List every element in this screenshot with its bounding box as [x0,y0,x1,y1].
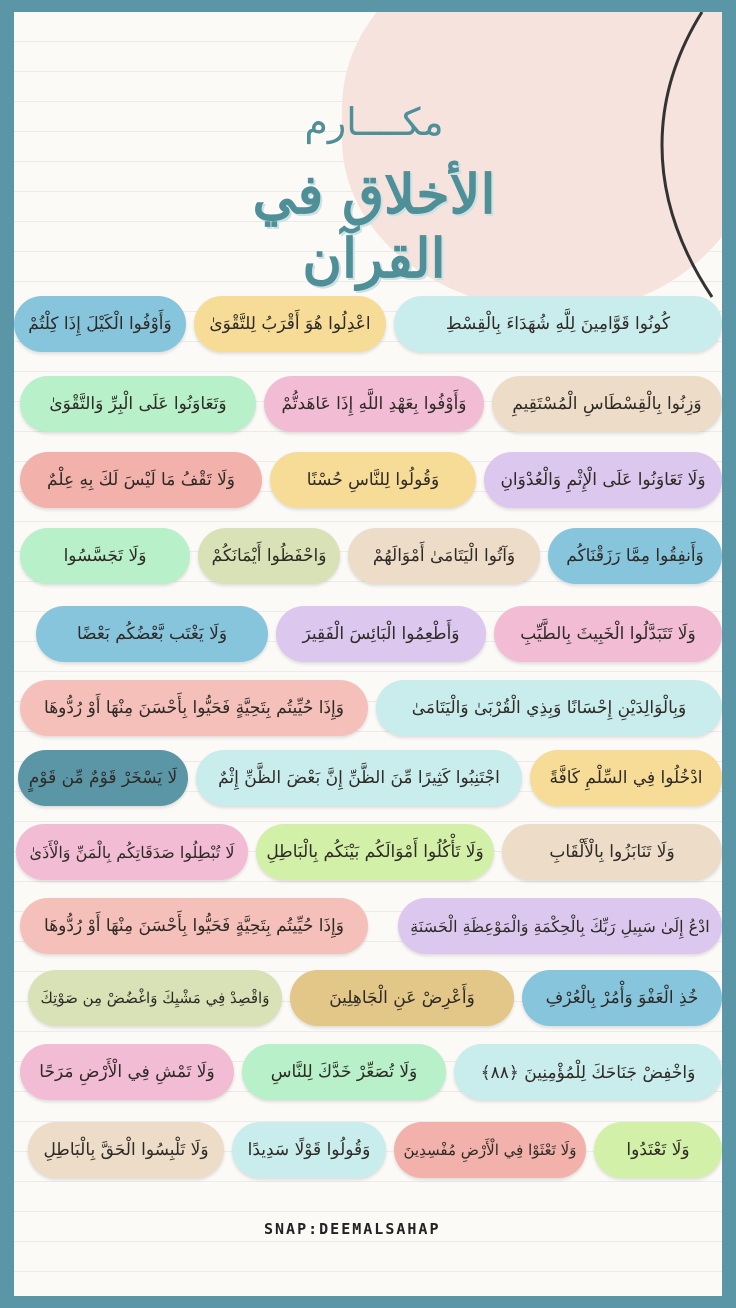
verse-pill: وَلَا تُصَعِّرْ خَدَّكَ لِلنَّاسِ [242,1044,446,1100]
verse-pill: وَلَا تَمْشِ فِي الْأَرْضِ مَرَحًا [20,1044,234,1100]
watermark-text: SNAP:DEEMALSAHAP [264,1220,441,1238]
verse-pill: وَلَا يَغْتَب بَّعْضُكُم بَعْضًا [36,606,268,662]
verse-pill: وَلَا تَتَبَدَّلُوا الْخَبِيثَ بِالطَّيِّبِ [494,606,722,662]
verse-pill: وَأَنفِقُوا مِمَّا رَزَقْنَاكُم [548,528,722,584]
verse-pill: وَآتُوا الْيَتَامَىٰ أَمْوَالَهُمْ [348,528,540,584]
verse-pill: ادْخُلُوا فِي السِّلْمِ كَافَّةً [530,750,722,806]
verse-pill: وَلَا تَعَاوَنُوا عَلَى الْإِثْمِ وَالْعُدْوَانِ [484,452,722,508]
verse-pill: وَإِذَا حُيِّيتُم بِتَحِيَّةٍ فَحَيُّوا بِأَحْسَنَ مِنْهَا أَوْ رُدُّوهَا [20,898,368,954]
verse-pill: وَقُولُوا لِلنَّاسِ حُسْنًا [270,452,476,508]
verse-pill: وَأَعْرِضْ عَنِ الْجَاهِلِينَ [290,970,514,1026]
verse-pill: اجْتَنِبُوا كَثِيرًا مِّنَ الظَّنِّ إِنَّ بَعْضَ الظَّنِّ إِثْمٌ [196,750,522,806]
verse-pill: وَلَا تَجَسَّسُوا [20,528,190,584]
verse-pill: وَلَا تَقْفُ مَا لَيْسَ لَكَ بِهِ عِلْمٌ [20,452,262,508]
verse-pill: وَلَا تَلْبِسُوا الْحَقَّ بِالْبَاطِلِ [28,1122,224,1178]
verse-pill: وَاخْفِضْ جَنَاحَكَ لِلْمُؤْمِنِينَ ﴿٨٨﴾ [454,1044,722,1100]
verse-pill: وَلَا تَأْكُلُوا أَمْوَالَكُم بَيْنَكُم بِالْبَاطِلِ [256,824,494,880]
poster-card [14,12,722,1296]
verse-pill: لَا يَسْخَرْ قَوْمٌ مِّن قَوْمٍ [18,750,188,806]
verse-pill: وَأَوْفُوا الْكَيْلَ إِذَا كِلْتُمْ [14,296,186,352]
verse-pill: وَتَعَاوَنُوا عَلَى الْبِرِّ وَالتَّقْوَىٰ [20,376,256,432]
verse-pill: وَلَا تَعْثَوْا فِي الْأَرْضِ مُفْسِدِينَ [394,1122,586,1178]
title-line-2: الأخلاق في القرآن [252,162,496,290]
verse-pill: وَزِنُوا بِالْقِسْطَاسِ الْمُسْتَقِيمِ [492,376,722,432]
title-line-1: مكــــارم [304,100,444,144]
curve-line-decoration [642,12,722,302]
verse-pill: خُذِ الْعَفْوَ وَأْمُرْ بِالْعُرْفِ [522,970,722,1026]
verse-pill: ادْعُ إِلَىٰ سَبِيلِ رَبِّكَ بِالْحِكْمَةِ وَالْمَوْعِظَةِ الْحَسَنَةِ [398,898,722,954]
verse-pill: وَاقْصِدْ فِي مَشْيِكَ وَاغْضُضْ مِن صَوْتِكَ [28,970,282,1026]
verse-pill: كُونُوا قَوَّامِينَ لِلَّهِ شُهَدَاءَ بِالْقِسْطِ [394,296,722,352]
verse-pill: اعْدِلُوا هُوَ أَقْرَبُ لِلتَّقْوَىٰ [194,296,386,352]
verse-pill: وَأَوْفُوا بِعَهْدِ اللَّهِ إِذَا عَاهَدتُّمْ [264,376,484,432]
verse-pill: لَا تُبْطِلُوا صَدَقَاتِكُم بِالْمَنِّ وَالْأَذَىٰ [16,824,248,880]
verse-pill: وَلَا تَنَابَزُوا بِالْأَلْقَابِ [502,824,722,880]
verse-pill: وَلَا تَعْتَدُوا [594,1122,722,1178]
verse-pill: وَأَطْعِمُوا الْبَائِسَ الْفَقِيرَ [276,606,486,662]
verse-pill: وَاحْفَظُوا أَيْمَانَكُمْ [198,528,340,584]
verse-pill: وَإِذَا حُيِّيتُم بِتَحِيَّةٍ فَحَيُّوا بِأَحْسَنَ مِنْهَا أَوْ رُدُّوهَا [20,680,368,736]
verse-pill: وَقُولُوا قَوْلًا سَدِيدًا [232,1122,386,1178]
verse-pill: وَبِالْوَالِدَيْنِ إِحْسَانًا وَبِذِي الْقُرْبَىٰ وَالْيَتَامَىٰ [376,680,722,736]
